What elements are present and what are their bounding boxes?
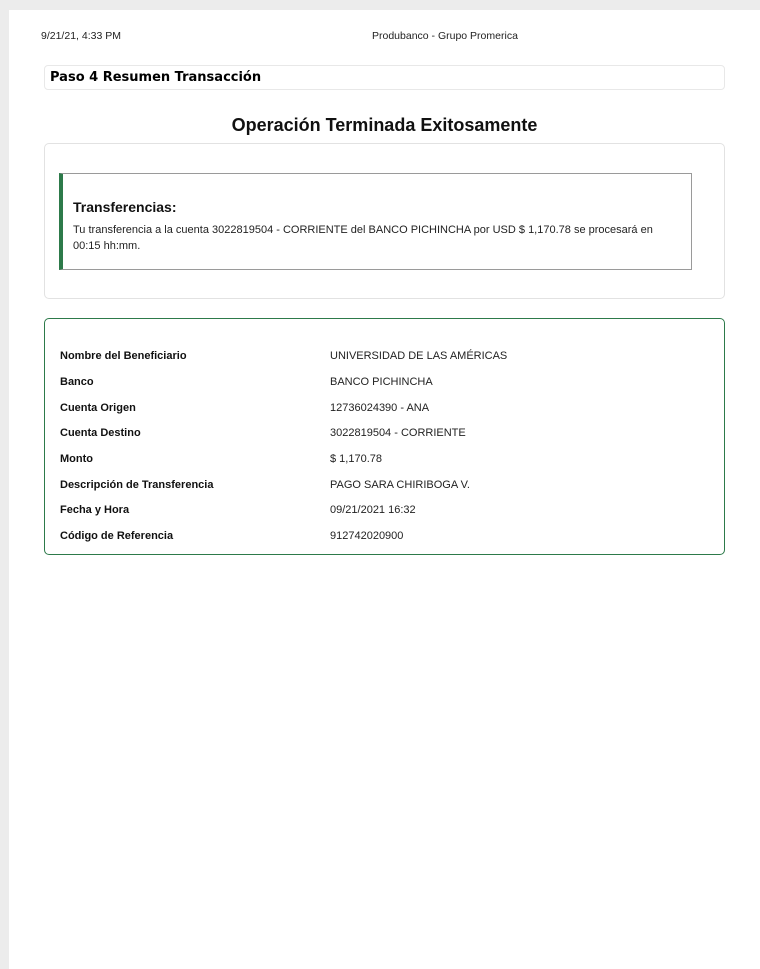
detail-label: Cuenta Destino xyxy=(60,427,141,439)
detail-label: Banco xyxy=(60,376,94,388)
result-card xyxy=(44,143,725,299)
alert-message: Tu transferencia a la cuenta 3022819504 - CORRIENTE del BANCO PICHINCHA por USD $ 1,170.78 se procesará en 00:15 hh:mm. xyxy=(73,224,653,252)
detail-row-bank xyxy=(45,376,724,392)
detail-value: $ 1,170.78 xyxy=(330,453,382,465)
detail-label: Cuenta Origen xyxy=(60,402,136,414)
detail-row-reference-code xyxy=(45,530,724,546)
detail-value: UNIVERSIDAD DE LAS AMÉRICAS xyxy=(330,350,508,362)
detail-value: 09/21/2021 16:32 xyxy=(330,504,416,516)
detail-value: BANCO PICHINCHA xyxy=(330,376,433,388)
detail-label: Nombre del Beneficiario xyxy=(60,350,187,362)
detail-label: Fecha y Hora xyxy=(60,504,130,516)
operation-status-heading: Operación Terminada Exitosamente xyxy=(231,115,538,135)
detail-label: Monto xyxy=(60,453,93,465)
step-header-box xyxy=(44,65,725,90)
detail-row-destination-account xyxy=(45,427,724,443)
success-alert xyxy=(59,173,692,270)
detail-row-description xyxy=(45,479,724,495)
detail-value: 912742020900 xyxy=(330,530,404,542)
detail-row-amount xyxy=(45,453,724,469)
detail-row-datetime xyxy=(45,504,724,520)
detail-row-origin-account xyxy=(45,402,724,418)
detail-row-beneficiary xyxy=(45,350,724,366)
detail-label: Código de Referencia xyxy=(60,530,174,542)
printed-page xyxy=(9,10,760,969)
print-page-title: Produbanco - Grupo Promerica xyxy=(372,30,518,42)
detail-value: PAGO SARA CHIRIBOGA V. xyxy=(330,479,470,491)
detail-value: 3022819504 - CORRIENTE xyxy=(330,427,466,439)
transaction-details-card xyxy=(44,318,725,555)
alert-title: Transferencias: xyxy=(73,199,177,215)
print-datetime: 9/21/21, 4:33 PM xyxy=(41,30,121,42)
detail-value: 12736024390 - ANA xyxy=(330,402,430,414)
step-title: Paso 4 Resumen Transacción xyxy=(50,70,262,85)
detail-label: Descripción de Transferencia xyxy=(60,479,214,491)
